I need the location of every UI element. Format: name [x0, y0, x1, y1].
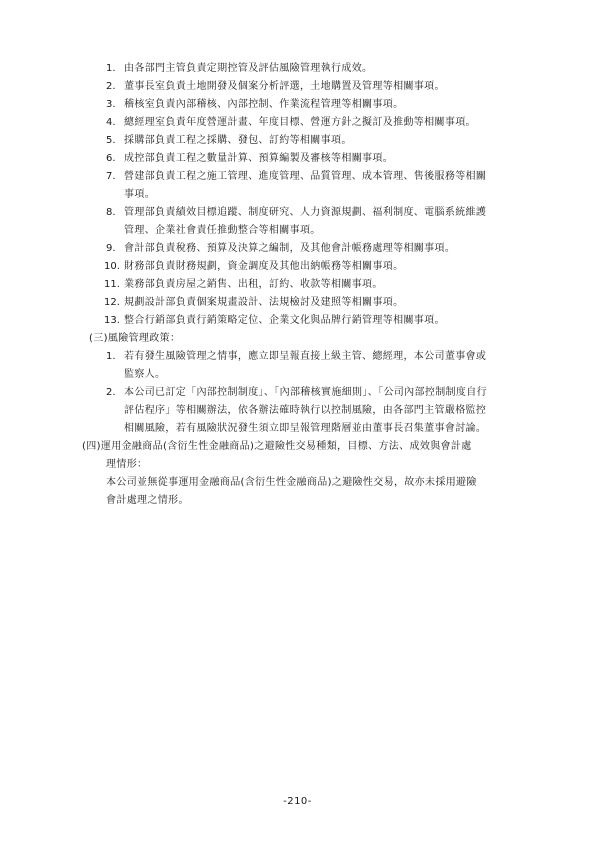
section-body-continued: 會計處理之情形。	[106, 495, 189, 506]
point-text-continued: 監察人。	[124, 369, 166, 380]
point-number: 1.	[106, 351, 116, 362]
item-number: 9.	[106, 243, 116, 254]
section-heading-continued: 理情形：	[106, 459, 148, 470]
item-text-continued: 事項。	[124, 189, 156, 200]
point-number: 2.	[106, 387, 116, 398]
item-number: 13.	[104, 315, 120, 326]
item-number: 5.	[106, 135, 116, 146]
item-number: 1.	[106, 63, 116, 74]
item-text: 會計部負責稅務、預算及決算之編制，及其他會計帳務處理等相關事項。	[124, 243, 456, 254]
point-text-continued: 相關風險，若有風險狀況發生須立即呈報管理階層並由董事長召集董事會討論。	[124, 423, 487, 434]
item-text: 成控部負責工程之數量計算、預算編製及審核等相關事項。	[124, 153, 394, 164]
item-text: 規劃設計部負責個案規畫設計、法規檢討及建照等相關事項。	[124, 297, 404, 308]
section-body: 本公司並無從事運用金融商品(含衍生性金融商品)之避險性交易，故亦未採用避險	[106, 477, 477, 488]
item-number: 2.	[106, 81, 116, 92]
item-text: 營建部負責工程之施工管理、進度管理、品質管理、成本管理、售後服務等相關	[124, 171, 487, 182]
item-text: 總經理室負責年度營運計畫、年度目標、營運方針之擬訂及推動等相關事項。	[124, 117, 476, 128]
item-number: 6.	[106, 153, 116, 164]
item-text: 業務部負責房屋之銷售、出租，訂約、收款等相關事項。	[124, 279, 383, 290]
item-number: 4.	[106, 117, 116, 128]
page-number: -210-	[283, 796, 312, 807]
item-text: 董事長室負責土地開發及個案分析評選，土地購置及管理等相關事項。	[124, 81, 445, 92]
section-heading: (四)運用金融商品(含衍生性金融商品)之避險性交易種類，目標、方法、成效與會計處	[82, 441, 472, 452]
section-heading: (三)風險管理政策：	[89, 333, 181, 344]
item-text: 財務部負責財務規劃，資金調度及其他出納帳務等相關事項。	[124, 261, 404, 272]
item-text: 稽核室負責內部稽核、內部控制、作業流程管理等相關事項。	[124, 99, 404, 110]
item-text-continued: 管理、企業社會責任推動整合等相關事項。	[124, 225, 321, 236]
item-number: 7.	[106, 171, 116, 182]
item-number: 12.	[104, 297, 120, 308]
item-number: 8.	[106, 207, 116, 218]
item-text: 管理部負責績效目標追蹤、制度研究、人力資源規劃、福利制度、電腦系統維護	[124, 207, 487, 218]
item-text: 整合行銷部負責行銷策略定位、企業文化與品牌行銷管理等相關事項。	[124, 315, 445, 326]
point-text: 本公司已訂定「內部控制制度」、「內部稽核實施細則」、「公司內部控制制度自行	[124, 387, 487, 398]
item-text: 採購部負責工程之採購、發包、訂約等相關事項。	[124, 135, 352, 146]
point-text-continued: 評估程序」等相關辦法，依各辦法確時執行以控制風險，由各部門主管嚴格監控	[124, 405, 487, 416]
item-number: 10.	[104, 261, 120, 272]
item-number: 11.	[104, 279, 120, 290]
item-number: 3.	[106, 99, 116, 110]
item-text: 由各部門主管負責定期控管及評估風險管理執行成效。	[124, 63, 373, 74]
point-text: 若有發生風險管理之情事，應立即呈報直接上級主管、總經理，本公司董事會或	[124, 351, 487, 362]
